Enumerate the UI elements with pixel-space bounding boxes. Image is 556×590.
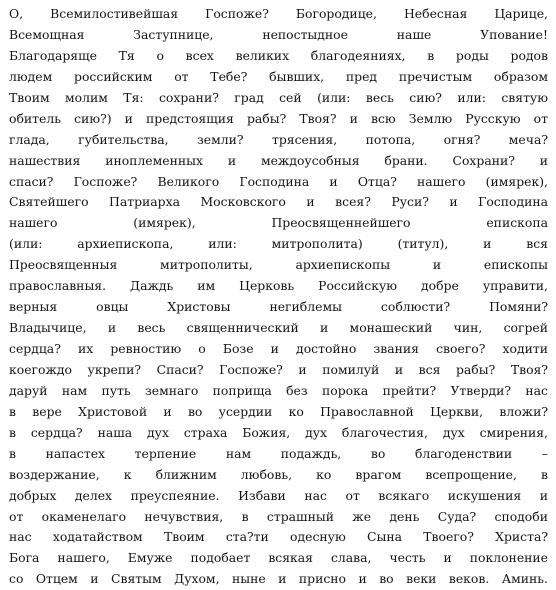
prayer-line-3: Благодаряще Тя о всех великих благодеяниях, в роды родов [9, 47, 548, 63]
prayer-line-15: верныя овцы Христовы негиблемы соблюсти? Помяни? [9, 299, 548, 315]
prayer-line-10: Святейшего Патриарха Московского и всея? Руси? и Господина [9, 194, 548, 210]
prayer-line-28: со Отцем и Святым Духом, ныне и присно и во веки веков. Аминь. [9, 571, 548, 587]
prayer-line-17: сердца? их ревностию о Бозе и достойно звания своего? ходити [9, 341, 548, 356]
prayer-line-25: от окаменелаго нечувствия, в страшный же день Суда? сподоби [9, 508, 548, 524]
prayer-line-11: нашего (имярек), Преосвященнейшего епископа [9, 215, 548, 231]
prayer-line-2: Всемощная Заступнице, непостыдное наше Упование! [9, 26, 548, 42]
prayer-line-19: даруй нам путь земнаго поприща без порока прейти? Утверди? нас [9, 382, 548, 398]
prayer-line-8: нашествия иноплеменных и междоусобныя брани. Сохрани? и [9, 152, 548, 168]
prayer-line-27: Бога нашего, Емуже подобает всякая слава, честь и поклонение [9, 550, 548, 566]
prayer-line-14: православныя. Даждь им Церковь Российскую добре управити, [9, 278, 548, 294]
prayer-line-13: Преосвященныя митрополиты, архиепископы и епископы [9, 257, 548, 273]
prayer-line-20: в вере Христовой и во усердии ко Православной Церкви, вложи? [9, 403, 548, 419]
prayer-line-1: О, Всемилостивейшая Госпоже? Богородице, Небесная Царице, [9, 6, 548, 21]
prayer-line-4: людем российским от Тебе? бывших, пред пречистым образом [9, 68, 548, 84]
prayer-line-6: обитель сию?) и предстоящия рабы? Твоя? и всю Землю Русскую от [9, 110, 548, 126]
prayer-line-26: нас ходатайством Твоим ста?ти одесную Сына Твоего? Христа? [9, 529, 548, 545]
prayer-line-5: Твоим молим Тя: сохрани? град сей (или: весь сию? или: святую [9, 89, 548, 105]
prayer-line-7: глада, губительства, земли? трясения, потопа, огня? меча? [9, 131, 548, 147]
prayer-line-12: (или: архиепископа, или: митрополита) (титул), и вся [9, 236, 548, 252]
prayer-line-23: воздержание, к ближним любовь, ко врагом всепрощение, в [9, 466, 548, 482]
prayer-line-18: коегождо укрепи? Спаси? Госпоже? и помилуй и вся рабы? Твоя? [9, 361, 548, 377]
prayer-line-9: спаси? Госпоже? Великого Господина и Отца? нашего (имярек), [9, 173, 548, 189]
prayer-line-21: в сердца? наша дух страха Божия, дух благочестия, дух смирения, [9, 424, 548, 440]
prayer-line-24: добрых делех преуспеяние. Избави нас от всякаго искушения и [9, 487, 548, 503]
prayer-line-16: Владычице, и весь священнический и монашеский чин, согрей [9, 320, 548, 336]
prayer-line-22: в напастех терпение нам подаждь, во благоденствии – [9, 445, 548, 461]
